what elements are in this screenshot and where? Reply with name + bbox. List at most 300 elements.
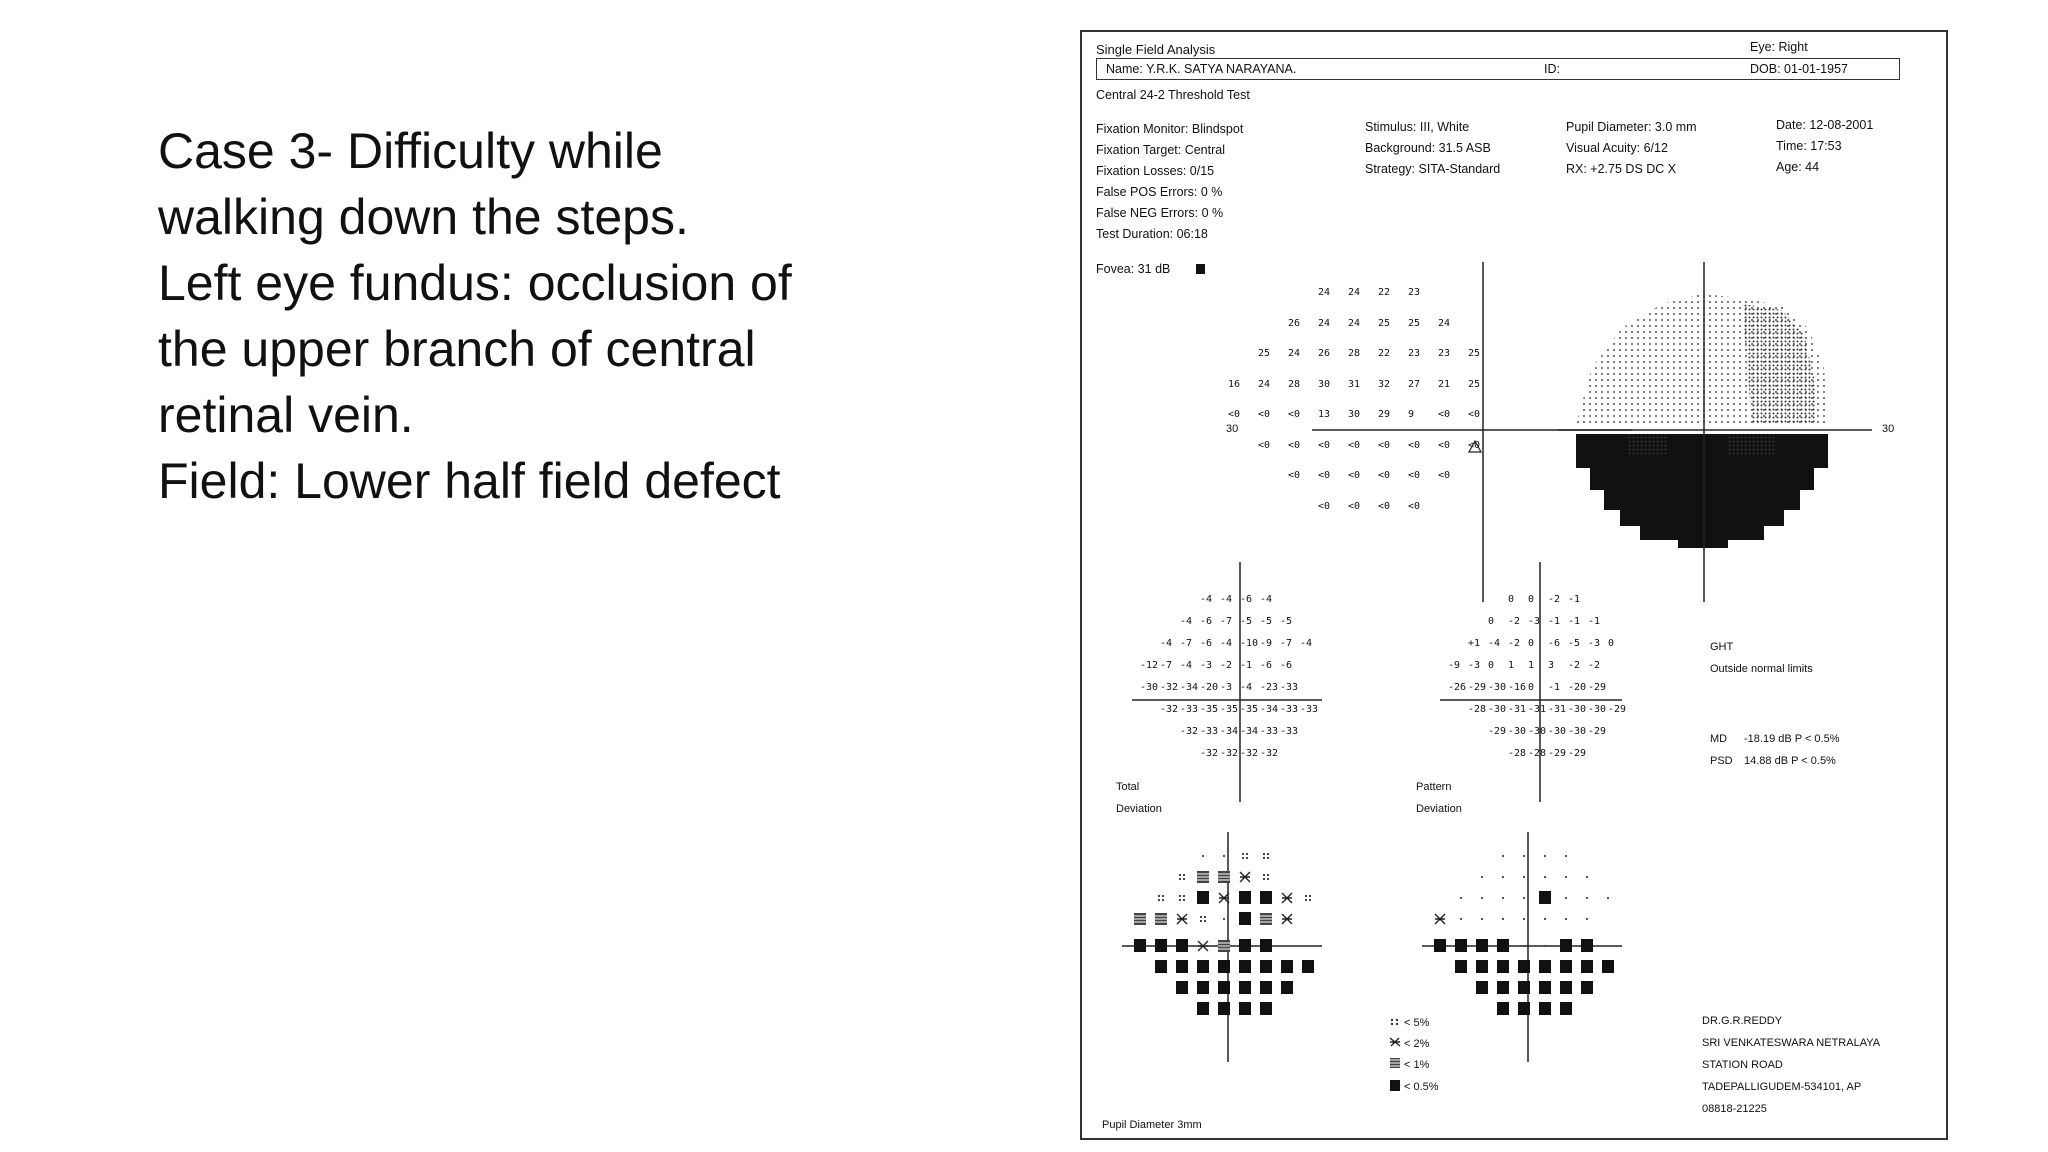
total-dev-cell: -33: [1280, 726, 1299, 737]
threshold-cell: 24: [1438, 317, 1451, 329]
threshold-cell: <0: [1438, 439, 1451, 451]
threshold-cell: <0: [1228, 409, 1241, 420]
total-dev-cell: -33: [1300, 704, 1319, 715]
pattern-dev-cell: 0: [1508, 594, 1515, 605]
threshold-cell: 24: [1348, 287, 1361, 298]
threshold-cell: <0: [1408, 500, 1421, 512]
eye-label: Eye: Right: [1750, 40, 1808, 54]
hospital-name: SRI VENKATESWARA NETRALAYA: [1702, 1037, 1881, 1049]
pattern-dev-cell: 0: [1528, 638, 1535, 649]
test-time: Time: 17:53: [1776, 139, 1842, 153]
total-dev-cell: -23: [1260, 682, 1279, 693]
total-dev-cell: -6: [1280, 660, 1293, 671]
probability-symbol: [1460, 918, 1462, 920]
total-dev-cell: -4: [1300, 638, 1313, 649]
probability-symbol: [1497, 1002, 1509, 1015]
total-dev-cell: -33: [1280, 682, 1299, 693]
probability-symbol: [1263, 853, 1269, 859]
total-dev-cell: -32: [1240, 748, 1259, 759]
total-dev-cell: -7: [1160, 660, 1173, 671]
pattern-dev-cell: -2: [1548, 594, 1561, 605]
threshold-cell: <0: [1318, 439, 1331, 451]
total-dev-cell: -6: [1260, 660, 1273, 671]
threshold-cell: 28: [1288, 378, 1301, 390]
pattern-dev-cell: -2: [1508, 616, 1521, 627]
probability-symbol: [1523, 945, 1525, 947]
pattern-dev-cell: -20: [1568, 682, 1587, 693]
total-dev-cell: -33: [1180, 704, 1199, 715]
threshold-cell: 23: [1408, 348, 1421, 359]
threshold-cell: 26: [1318, 348, 1331, 359]
threshold-cell: <0: [1258, 409, 1271, 420]
pattern-dev-cell: 3: [1548, 660, 1555, 671]
probability-symbol: [1239, 981, 1251, 994]
total-dev-cell: -7: [1220, 616, 1233, 627]
probability-symbol: [1565, 876, 1567, 878]
probability-symbol: [1218, 1002, 1230, 1015]
total-dev-cell: -34: [1260, 704, 1279, 715]
pattern-dev-cell: -29: [1468, 682, 1487, 693]
case-line-1: Case 3- Difficulty while: [158, 123, 663, 179]
total-dev-cell: -34: [1220, 726, 1239, 737]
fixation-losses: Fixation Losses: 0/15: [1096, 164, 1215, 178]
pattern-dev-cell: -30: [1528, 726, 1547, 737]
pattern-dev-cell: 0: [1488, 660, 1495, 671]
pattern-dev-cell: -29: [1588, 726, 1607, 737]
pattern-dev-cell: -4: [1488, 638, 1501, 649]
total-dev-cell: -33: [1260, 726, 1279, 737]
probability-symbol: [1581, 939, 1593, 952]
probability-symbol: [1281, 981, 1293, 994]
pattern-dev-cell: -6: [1548, 638, 1561, 649]
probability-symbol: [1281, 960, 1293, 973]
threshold-cell: <0: [1318, 500, 1331, 512]
probability-symbol: [1435, 914, 1445, 924]
hospital-phone: 08818-21225: [1702, 1103, 1767, 1115]
fixation-target: Fixation Target: Central: [1096, 143, 1225, 157]
total-label: Total: [1116, 781, 1140, 793]
fixation-monitor: Fixation Monitor: Blindspot: [1096, 122, 1244, 136]
total-dev-cell: -30: [1140, 682, 1159, 693]
probability-symbol: [1198, 941, 1208, 951]
threshold-cell: <0: [1288, 439, 1301, 451]
case-line-5: retinal vein.: [158, 387, 414, 443]
probability-symbol: [1218, 940, 1230, 952]
total-dev-cell: -1: [1240, 660, 1253, 671]
probability-symbol: [1282, 914, 1292, 924]
probability-symbol: [1240, 872, 1250, 882]
pattern-dev-cell: -2: [1588, 660, 1601, 671]
threshold-cell: 30: [1348, 409, 1361, 420]
pattern-dev-cell: -5: [1568, 638, 1581, 649]
pattern-dev-cell: -30: [1508, 726, 1527, 737]
test-duration: Test Duration: 06:18: [1096, 227, 1208, 241]
total-dev-cell: -32: [1160, 704, 1179, 715]
total-dev-cell: -4: [1220, 594, 1233, 605]
pattern-dev-cell: -28: [1508, 748, 1527, 759]
probability-symbol: [1502, 855, 1504, 857]
total-dev-cell: -10: [1240, 638, 1259, 649]
probability-symbol: [1544, 876, 1546, 878]
probability-symbol: [1565, 897, 1567, 899]
ght-value: Outside normal limits: [1710, 663, 1813, 675]
patient-age: Age: 44: [1776, 160, 1820, 174]
pattern-dev-cell: -26: [1448, 682, 1467, 693]
probability-symbol: [1560, 981, 1572, 994]
threshold-cell: <0: [1348, 439, 1361, 451]
probability-symbol: [1260, 913, 1272, 925]
pattern-dev-cell: 0: [1528, 594, 1535, 605]
total-dev-cell: -4: [1180, 660, 1193, 671]
doctor-name: DR.G.R.REDDY: [1702, 1015, 1783, 1027]
probability-symbol: [1581, 981, 1593, 994]
threshold-cell: <0: [1408, 470, 1421, 481]
threshold-cell: 25: [1378, 317, 1391, 329]
pattern-label: Pattern: [1416, 781, 1452, 793]
test-date: Date: 12-08-2001: [1776, 118, 1874, 132]
total-dev-cell: -7: [1280, 638, 1293, 649]
probability-symbol: [1202, 855, 1204, 857]
probability-symbol: [1302, 960, 1314, 973]
pattern-dev-cell: -29: [1568, 748, 1587, 759]
hospital-road: STATION ROAD: [1702, 1059, 1783, 1071]
pupil-diameter: Pupil Diameter: 3.0 mm: [1566, 120, 1697, 134]
probability-symbol: [1176, 960, 1188, 973]
probability-symbol: [1476, 960, 1488, 973]
probability-symbol: [1197, 960, 1209, 973]
probability-symbol: [1481, 918, 1483, 920]
probability-symbol: [1305, 895, 1311, 901]
total-dev-cell: -32: [1160, 682, 1179, 693]
probability-symbol: [1560, 960, 1572, 973]
probability-symbol: [1260, 939, 1272, 952]
probability-symbol: [1497, 981, 1509, 994]
probability-symbol: [1223, 918, 1225, 920]
total-dev-cell: -3: [1200, 660, 1213, 671]
pattern-dev-cell: -31: [1528, 704, 1547, 715]
threshold-cell: <0: [1318, 470, 1331, 481]
threshold-cell: 26: [1288, 317, 1301, 329]
psd-value: 14.88 dB P < 0.5%: [1744, 755, 1836, 767]
total-dev-cell: -7: [1180, 638, 1193, 649]
probability-symbol: [1539, 1002, 1551, 1015]
pattern-dev-cell: -3: [1528, 616, 1541, 627]
md-label: MD: [1710, 733, 1728, 745]
hospital-city: TADEPALLIGUDEM-534101, AP: [1702, 1081, 1862, 1093]
total-dev-cell: -32: [1260, 748, 1279, 759]
total-dev-cell: -4: [1160, 638, 1173, 649]
threshold-cell: <0: [1378, 500, 1391, 512]
fovea-value: Fovea: 31 dB: [1096, 262, 1171, 276]
threshold-cell: 30: [1318, 378, 1331, 390]
threshold-cell: 32: [1378, 378, 1391, 390]
axis-label-left: 30: [1226, 423, 1239, 435]
pattern-dev-cell: 1: [1528, 660, 1535, 671]
probability-symbol: [1197, 981, 1209, 994]
psd-label: PSD: [1710, 755, 1733, 767]
total-dev-cell: -4: [1200, 594, 1213, 605]
probability-symbol: [1586, 897, 1588, 899]
probability-symbol: [1502, 897, 1504, 899]
probability-symbol: [1223, 855, 1225, 857]
threshold-cell: 24: [1318, 287, 1331, 298]
total-dev-cell: -35: [1200, 704, 1219, 715]
probability-symbol: [1481, 876, 1483, 878]
pattern-dev-cell: -30: [1588, 704, 1607, 715]
upper-field-dense: [1742, 304, 1816, 424]
threshold-cell: 25: [1468, 348, 1481, 359]
pattern-dev-cell: 0: [1528, 682, 1535, 693]
total-dev-cell: -6: [1200, 638, 1213, 649]
threshold-cell: 25: [1408, 317, 1421, 329]
probability-symbol: [1560, 939, 1572, 952]
probability-symbol: [1565, 918, 1567, 920]
probability-symbol: [1260, 1002, 1272, 1015]
legend-symbol-05: [1390, 1080, 1400, 1091]
probability-symbol: [1539, 960, 1551, 973]
greyscale-plot: [1552, 228, 1922, 608]
probability-symbol: [1586, 876, 1588, 878]
pattern-dev-cell: -16: [1508, 682, 1527, 693]
legend-5: < 5%: [1404, 1017, 1430, 1029]
probability-symbol: [1481, 897, 1483, 899]
total-dev-cell: -32: [1180, 726, 1199, 737]
probability-symbol: [1434, 939, 1446, 952]
probability-symbol: [1263, 874, 1269, 880]
probability-symbol: [1179, 895, 1185, 901]
patient-dob: DOB: 01-01-1957: [1750, 62, 1848, 76]
threshold-cell: 13: [1318, 409, 1331, 420]
probability-symbol: [1476, 939, 1488, 952]
total-dev-cell: -33: [1280, 704, 1299, 715]
pattern-dev-cell: 1: [1508, 660, 1515, 671]
probability-symbol: [1177, 914, 1187, 924]
total-dev-cell: -34: [1240, 726, 1259, 737]
visual-field-report: [1080, 30, 1948, 1140]
probability-symbol: [1197, 891, 1209, 904]
threshold-cell: <0: [1378, 470, 1391, 481]
probability-symbol: [1218, 871, 1230, 883]
false-pos: False POS Errors: 0 %: [1096, 185, 1223, 199]
pattern-dev-cell: -1: [1568, 616, 1581, 627]
total-probability-map: [1122, 832, 1342, 1062]
probability-symbol: [1544, 945, 1546, 947]
total-dev-cell: -32: [1200, 748, 1219, 759]
threshold-cell: <0: [1348, 470, 1361, 481]
pattern-dev-cell: -30: [1488, 704, 1507, 715]
pattern-dev-cell: -29: [1608, 704, 1627, 715]
pattern-dev-cell: -29: [1588, 682, 1607, 693]
threshold-cell: 25: [1258, 348, 1271, 359]
threshold-cell: <0: [1288, 470, 1301, 481]
probability-symbol: [1242, 853, 1248, 859]
pattern-dev-cell: -3: [1588, 638, 1601, 649]
stimulus: Stimulus: III, White: [1365, 120, 1470, 134]
threshold-cell: <0: [1408, 439, 1421, 451]
test-name: Central 24-2 Threshold Test: [1096, 88, 1250, 102]
total-dev-cell: -6: [1200, 616, 1213, 627]
pattern-dev-cell: -1: [1548, 682, 1561, 693]
threshold-cell: 27: [1408, 378, 1421, 390]
probability-symbol: [1602, 960, 1614, 973]
case-line-6: Field: Lower half field defect: [158, 453, 781, 509]
probability-symbol: [1134, 913, 1146, 925]
patient-name: Name: Y.R.K. SATYA NARAYANA.: [1106, 62, 1297, 76]
total-label-2: Deviation: [1116, 803, 1162, 815]
probability-symbol: [1219, 893, 1229, 903]
probability-symbol: [1544, 918, 1546, 920]
pattern-dev-cell: -28: [1528, 748, 1547, 759]
total-dev-cell: -20: [1200, 682, 1219, 693]
threshold-cell: <0: [1378, 439, 1391, 451]
probability-symbol: [1497, 960, 1509, 973]
threshold-cell: 16: [1228, 378, 1241, 390]
legend-symbol-2: [1390, 1038, 1400, 1046]
pattern-dev-cell: -30: [1488, 682, 1507, 693]
probability-symbol: [1239, 960, 1251, 973]
pattern-dev-cell: +1: [1468, 638, 1481, 649]
probability-symbol: [1158, 895, 1164, 901]
report-title: Single Field Analysis: [1096, 42, 1216, 57]
probability-symbol: [1282, 893, 1292, 903]
probability-symbol: [1518, 981, 1530, 994]
probability-symbol: [1260, 981, 1272, 994]
threshold-cell: 31: [1348, 378, 1361, 390]
threshold-cell: 23: [1438, 348, 1451, 359]
probability-symbol: [1544, 855, 1546, 857]
probability-symbol: [1502, 918, 1504, 920]
probability-symbol: [1455, 939, 1467, 952]
threshold-cell: 28: [1348, 348, 1361, 359]
total-dev-cell: -2: [1220, 660, 1233, 671]
pattern-dev-cell: -9: [1448, 660, 1461, 671]
threshold-cell: 29: [1378, 409, 1391, 420]
total-dev-cell: -4: [1220, 638, 1233, 649]
probability-symbol: [1523, 918, 1525, 920]
strategy: Strategy: SITA-Standard: [1365, 162, 1501, 176]
false-neg: False NEG Errors: 0 %: [1096, 206, 1224, 220]
total-dev-cell: -5: [1280, 616, 1293, 627]
visual-acuity: Visual Acuity: 6/12: [1566, 141, 1668, 155]
pattern-dev-cell: -28: [1468, 704, 1487, 715]
threshold-cell: 25: [1468, 378, 1481, 390]
total-dev-cell: -35: [1220, 704, 1239, 715]
threshold-cell: <0: [1468, 439, 1481, 451]
refraction: RX: +2.75 DS DC X: [1566, 162, 1677, 176]
footer-pupil: Pupil Diameter 3mm: [1102, 1119, 1202, 1131]
probability-symbol: [1197, 871, 1209, 883]
lower-field-defect: [1576, 434, 1828, 548]
probability-symbol: [1239, 939, 1251, 952]
probability-symbol: [1134, 939, 1146, 952]
pattern-probability-map: [1422, 832, 1642, 1062]
total-dev-cell: -35: [1240, 704, 1259, 715]
probability-symbol: [1607, 897, 1609, 899]
pattern-dev-cell: -1: [1588, 616, 1601, 627]
threshold-cell: <0: [1468, 409, 1481, 420]
total-dev-cell: -3: [1220, 682, 1233, 693]
pattern-dev-cell: -29: [1488, 726, 1507, 737]
case-line-4: the upper branch of central: [158, 321, 756, 377]
pattern-dev-cell: -30: [1548, 726, 1567, 737]
md-value: -18.19 dB P < 0.5%: [1744, 733, 1840, 745]
pattern-dev-cell: -1: [1548, 616, 1561, 627]
threshold-cell: 22: [1378, 348, 1391, 359]
probability-symbol: [1476, 981, 1488, 994]
probability-symbol: [1460, 897, 1462, 899]
probability-symbol: [1523, 897, 1525, 899]
probability-symbol: [1497, 939, 1509, 952]
threshold-cell: <0: [1288, 409, 1301, 420]
threshold-cell: 9: [1408, 409, 1415, 420]
legend-symbol-1: [1390, 1058, 1400, 1068]
probability-symbol: [1176, 939, 1188, 952]
probability-symbol: [1260, 891, 1272, 904]
pattern-dev-cell: -30: [1568, 704, 1587, 715]
case-line-3: Left eye fundus: occlusion of: [158, 255, 792, 311]
total-dev-cell: -4: [1260, 594, 1273, 605]
threshold-cell: 24: [1318, 317, 1331, 329]
threshold-cell: <0: [1258, 439, 1271, 451]
probability-symbol: [1218, 981, 1230, 994]
threshold-cell: <0: [1348, 500, 1361, 512]
probability-symbol: [1239, 1002, 1251, 1015]
probability-symbol: [1455, 960, 1467, 973]
probability-symbol: [1239, 891, 1251, 904]
total-dev-cell: -34: [1180, 682, 1199, 693]
background: Background: 31.5 ASB: [1365, 141, 1491, 155]
ght-title: GHT: [1710, 641, 1734, 653]
probability-symbol: [1155, 939, 1167, 952]
probability-symbol: [1260, 960, 1272, 973]
probability-symbol: [1155, 960, 1167, 973]
legend-2: < 2%: [1404, 1038, 1430, 1050]
total-dev-cell: -32: [1220, 748, 1239, 759]
threshold-cell: 21: [1438, 378, 1451, 390]
total-dev-cell: -12: [1140, 660, 1159, 671]
threshold-cell: 22: [1378, 287, 1391, 298]
pattern-dev-cell: -3: [1468, 660, 1481, 671]
total-dev-cell: -33: [1200, 726, 1219, 737]
pattern-dev-cell: -2: [1568, 660, 1581, 671]
legend-1: < 1%: [1404, 1059, 1430, 1071]
probability-symbol: [1581, 960, 1593, 973]
total-dev-cell: -5: [1260, 616, 1273, 627]
total-dev-cell: -5: [1240, 616, 1253, 627]
probability-symbol: [1197, 1002, 1209, 1015]
probability-symbol: [1179, 874, 1185, 880]
total-dev-cell: -4: [1240, 682, 1253, 693]
probability-symbol: [1560, 1002, 1572, 1015]
probability-symbol: [1565, 855, 1567, 857]
threshold-cell: 24: [1348, 317, 1361, 329]
probability-symbol: [1523, 855, 1525, 857]
probability-symbol: [1539, 981, 1551, 994]
case-description: [158, 118, 918, 514]
legend-05: < 0.5%: [1404, 1081, 1439, 1093]
pattern-dev-cell: -1: [1568, 594, 1581, 605]
pattern-dev-cell: -31: [1548, 704, 1567, 715]
pattern-label-2: Deviation: [1416, 803, 1462, 815]
probability-symbol: [1523, 876, 1525, 878]
pattern-dev-cell: -31: [1508, 704, 1527, 715]
total-dev-cell: -9: [1260, 638, 1273, 649]
probability-symbol: [1176, 981, 1188, 994]
total-dev-cell: -6: [1240, 594, 1253, 605]
probability-symbol: [1239, 912, 1251, 925]
pattern-dev-cell: 0: [1608, 638, 1615, 649]
probability-symbol: [1502, 876, 1504, 878]
